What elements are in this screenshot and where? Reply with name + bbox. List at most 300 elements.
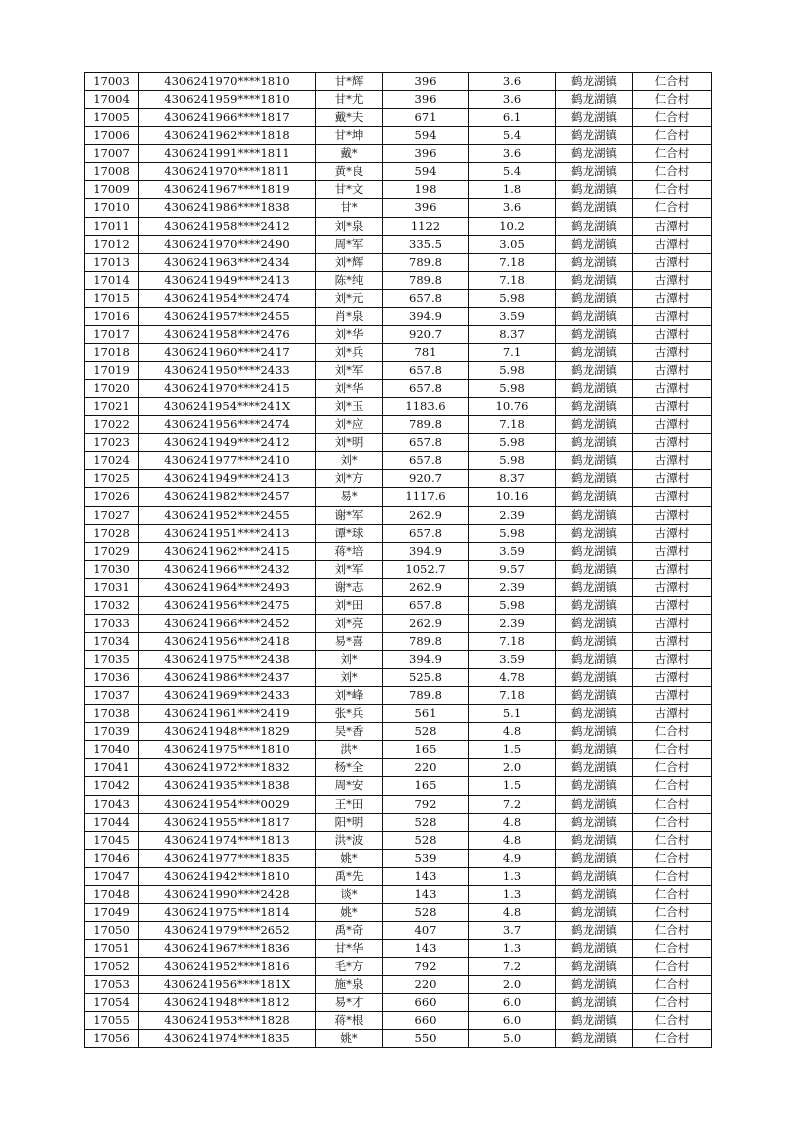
amount-cell: 143 — [383, 885, 469, 903]
town-cell: 鹤龙湖镇 — [556, 903, 633, 921]
id-number-cell: 4306241962****1818 — [139, 127, 316, 145]
name-cell: 肖*泉 — [316, 307, 383, 325]
amount-cell: 657.8 — [383, 289, 469, 307]
id-number-cell: 4306241952****1816 — [139, 958, 316, 976]
table-row — [85, 488, 712, 506]
amount-cell: 143 — [383, 867, 469, 885]
town-cell: 鹤龙湖镇 — [556, 470, 633, 488]
amount-cell: 394.9 — [383, 542, 469, 560]
table-row — [85, 343, 712, 361]
town-cell: 鹤龙湖镇 — [556, 73, 633, 91]
area-cell: 5.98 — [469, 524, 556, 542]
village-cell: 古潭村 — [633, 506, 712, 524]
row-number-cell: 17009 — [85, 181, 139, 199]
area-cell: 7.1 — [469, 343, 556, 361]
name-cell: 谢*志 — [316, 578, 383, 596]
town-cell: 鹤龙湖镇 — [556, 560, 633, 578]
area-cell: 3.7 — [469, 921, 556, 939]
table-row — [85, 651, 712, 669]
area-cell: 7.18 — [469, 416, 556, 434]
row-number-cell: 17022 — [85, 416, 139, 434]
row-number-cell: 17013 — [85, 253, 139, 271]
village-cell: 古潭村 — [633, 253, 712, 271]
table-row — [85, 994, 712, 1012]
area-cell: 5.0 — [469, 1030, 556, 1048]
village-cell: 古潭村 — [633, 362, 712, 380]
amount-cell: 262.9 — [383, 506, 469, 524]
village-cell: 仁合村 — [633, 958, 712, 976]
row-number-cell: 17004 — [85, 91, 139, 109]
village-cell: 仁合村 — [633, 759, 712, 777]
amount-cell: 143 — [383, 940, 469, 958]
village-cell: 古潭村 — [633, 289, 712, 307]
row-number-cell: 17042 — [85, 777, 139, 795]
town-cell: 鹤龙湖镇 — [556, 994, 633, 1012]
amount-cell: 657.8 — [383, 380, 469, 398]
row-number-cell: 17006 — [85, 127, 139, 145]
table-row — [85, 849, 712, 867]
name-cell: 甘*坤 — [316, 127, 383, 145]
name-cell: 毛*方 — [316, 958, 383, 976]
name-cell: 黄*良 — [316, 163, 383, 181]
table-row — [85, 705, 712, 723]
town-cell: 鹤龙湖镇 — [556, 199, 633, 217]
area-cell: 5.4 — [469, 127, 556, 145]
area-cell: 1.5 — [469, 741, 556, 759]
town-cell: 鹤龙湖镇 — [556, 705, 633, 723]
area-cell: 6.0 — [469, 994, 556, 1012]
amount-cell: 660 — [383, 994, 469, 1012]
village-cell: 仁合村 — [633, 994, 712, 1012]
town-cell: 鹤龙湖镇 — [556, 127, 633, 145]
row-number-cell: 17055 — [85, 1012, 139, 1030]
town-cell: 鹤龙湖镇 — [556, 940, 633, 958]
amount-cell: 781 — [383, 343, 469, 361]
id-number-cell: 4306241970****1811 — [139, 163, 316, 181]
village-cell: 仁合村 — [633, 723, 712, 741]
table-row — [85, 325, 712, 343]
row-number-cell: 17023 — [85, 434, 139, 452]
row-number-cell: 17041 — [85, 759, 139, 777]
town-cell: 鹤龙湖镇 — [556, 181, 633, 199]
area-cell: 5.4 — [469, 163, 556, 181]
name-cell: 刘* — [316, 651, 383, 669]
area-cell: 3.59 — [469, 542, 556, 560]
row-number-cell: 17026 — [85, 488, 139, 506]
village-cell: 仁合村 — [633, 867, 712, 885]
village-cell: 仁合村 — [633, 885, 712, 903]
name-cell: 禹*先 — [316, 867, 383, 885]
area-cell: 2.0 — [469, 759, 556, 777]
town-cell: 鹤龙湖镇 — [556, 91, 633, 109]
area-cell: 4.9 — [469, 849, 556, 867]
name-cell: 谈* — [316, 885, 383, 903]
village-cell: 古潭村 — [633, 560, 712, 578]
area-cell: 5.98 — [469, 289, 556, 307]
id-number-cell: 4306241958****2476 — [139, 325, 316, 343]
area-cell: 4.8 — [469, 723, 556, 741]
id-number-cell: 4306241955****1817 — [139, 813, 316, 831]
table-row — [85, 1012, 712, 1030]
amount-cell: 594 — [383, 127, 469, 145]
id-number-cell: 4306241966****2432 — [139, 560, 316, 578]
town-cell: 鹤龙湖镇 — [556, 380, 633, 398]
amount-cell: 165 — [383, 741, 469, 759]
id-number-cell: 4306241949****2412 — [139, 434, 316, 452]
name-cell: 杨*全 — [316, 759, 383, 777]
row-number-cell: 17007 — [85, 145, 139, 163]
amount-cell: 594 — [383, 163, 469, 181]
row-number-cell: 17018 — [85, 343, 139, 361]
village-cell: 仁合村 — [633, 199, 712, 217]
id-number-cell: 4306241977****1835 — [139, 849, 316, 867]
id-number-cell: 4306241966****2452 — [139, 614, 316, 632]
area-cell: 5.98 — [469, 380, 556, 398]
row-number-cell: 17037 — [85, 687, 139, 705]
name-cell: 吴*香 — [316, 723, 383, 741]
table-row — [85, 253, 712, 271]
row-number-cell: 17053 — [85, 976, 139, 994]
area-cell: 3.59 — [469, 651, 556, 669]
row-number-cell: 17048 — [85, 885, 139, 903]
village-cell: 仁合村 — [633, 145, 712, 163]
village-cell: 古潭村 — [633, 705, 712, 723]
id-number-cell: 4306241956****2475 — [139, 596, 316, 614]
table-row — [85, 578, 712, 596]
table-row — [85, 777, 712, 795]
table-row — [85, 921, 712, 939]
row-number-cell: 17043 — [85, 795, 139, 813]
row-number-cell: 17047 — [85, 867, 139, 885]
id-number-cell: 4306241954****0029 — [139, 795, 316, 813]
amount-cell: 220 — [383, 759, 469, 777]
id-number-cell: 4306241990****2428 — [139, 885, 316, 903]
town-cell: 鹤龙湖镇 — [556, 578, 633, 596]
subsidy-table — [84, 72, 712, 1048]
table-row — [85, 813, 712, 831]
row-number-cell: 17024 — [85, 452, 139, 470]
table-row — [85, 109, 712, 127]
name-cell: 姚* — [316, 849, 383, 867]
row-number-cell: 17056 — [85, 1030, 139, 1048]
name-cell: 甘*华 — [316, 940, 383, 958]
table-row — [85, 235, 712, 253]
table-row — [85, 976, 712, 994]
name-cell: 禹*奇 — [316, 921, 383, 939]
table-row — [85, 940, 712, 958]
town-cell: 鹤龙湖镇 — [556, 145, 633, 163]
id-number-cell: 4306241954****241X — [139, 398, 316, 416]
amount-cell: 792 — [383, 795, 469, 813]
id-number-cell: 4306241942****1810 — [139, 867, 316, 885]
town-cell: 鹤龙湖镇 — [556, 434, 633, 452]
name-cell: 甘*文 — [316, 181, 383, 199]
area-cell: 2.0 — [469, 976, 556, 994]
area-cell: 10.16 — [469, 488, 556, 506]
village-cell: 古潭村 — [633, 614, 712, 632]
village-cell: 仁合村 — [633, 921, 712, 939]
village-cell: 仁合村 — [633, 976, 712, 994]
town-cell: 鹤龙湖镇 — [556, 235, 633, 253]
amount-cell: 1117.6 — [383, 488, 469, 506]
amount-cell: 1183.6 — [383, 398, 469, 416]
amount-cell: 1122 — [383, 217, 469, 235]
row-number-cell: 17034 — [85, 632, 139, 650]
amount-cell: 789.8 — [383, 687, 469, 705]
village-cell: 仁合村 — [633, 849, 712, 867]
id-number-cell: 4306241951****2413 — [139, 524, 316, 542]
amount-cell: 539 — [383, 849, 469, 867]
area-cell: 8.37 — [469, 325, 556, 343]
table-row — [85, 741, 712, 759]
table-row — [85, 560, 712, 578]
town-cell: 鹤龙湖镇 — [556, 325, 633, 343]
row-number-cell: 17027 — [85, 506, 139, 524]
id-number-cell: 4306241969****2433 — [139, 687, 316, 705]
amount-cell: 165 — [383, 777, 469, 795]
area-cell: 3.6 — [469, 199, 556, 217]
amount-cell: 1052.7 — [383, 560, 469, 578]
row-number-cell: 17020 — [85, 380, 139, 398]
id-number-cell: 4306241935****1838 — [139, 777, 316, 795]
name-cell: 刘*峰 — [316, 687, 383, 705]
village-cell: 古潭村 — [633, 524, 712, 542]
row-number-cell: 17049 — [85, 903, 139, 921]
town-cell: 鹤龙湖镇 — [556, 614, 633, 632]
name-cell: 洪* — [316, 741, 383, 759]
amount-cell: 528 — [383, 723, 469, 741]
name-cell: 谢*军 — [316, 506, 383, 524]
table-row — [85, 398, 712, 416]
town-cell: 鹤龙湖镇 — [556, 596, 633, 614]
village-cell: 仁合村 — [633, 91, 712, 109]
id-number-cell: 4306241956****181X — [139, 976, 316, 994]
name-cell: 刘*军 — [316, 362, 383, 380]
town-cell: 鹤龙湖镇 — [556, 777, 633, 795]
name-cell: 刘*明 — [316, 434, 383, 452]
row-number-cell: 17012 — [85, 235, 139, 253]
village-cell: 古潭村 — [633, 687, 712, 705]
table-row — [85, 127, 712, 145]
town-cell: 鹤龙湖镇 — [556, 542, 633, 560]
name-cell: 刘*泉 — [316, 217, 383, 235]
name-cell: 刘*应 — [316, 416, 383, 434]
area-cell: 7.2 — [469, 958, 556, 976]
id-number-cell: 4306241960****2417 — [139, 343, 316, 361]
amount-cell: 660 — [383, 1012, 469, 1030]
id-number-cell: 4306241975****2438 — [139, 651, 316, 669]
area-cell: 7.18 — [469, 271, 556, 289]
name-cell: 张*兵 — [316, 705, 383, 723]
village-cell: 古潭村 — [633, 325, 712, 343]
area-cell: 3.6 — [469, 73, 556, 91]
id-number-cell: 4306241982****2457 — [139, 488, 316, 506]
town-cell: 鹤龙湖镇 — [556, 651, 633, 669]
name-cell: 易*喜 — [316, 632, 383, 650]
table-body — [85, 73, 712, 1048]
name-cell: 易*才 — [316, 994, 383, 1012]
name-cell: 甘*辉 — [316, 73, 383, 91]
amount-cell: 561 — [383, 705, 469, 723]
town-cell: 鹤龙湖镇 — [556, 109, 633, 127]
town-cell: 鹤龙湖镇 — [556, 976, 633, 994]
table-row — [85, 452, 712, 470]
row-number-cell: 17014 — [85, 271, 139, 289]
village-cell: 古潭村 — [633, 416, 712, 434]
row-number-cell: 17028 — [85, 524, 139, 542]
town-cell: 鹤龙湖镇 — [556, 669, 633, 687]
table-row — [85, 524, 712, 542]
area-cell: 2.39 — [469, 506, 556, 524]
id-number-cell: 4306241970****1810 — [139, 73, 316, 91]
id-number-cell: 4306241967****1836 — [139, 940, 316, 958]
id-number-cell: 4306241953****1828 — [139, 1012, 316, 1030]
village-cell: 仁合村 — [633, 109, 712, 127]
table-row — [85, 795, 712, 813]
town-cell: 鹤龙湖镇 — [556, 921, 633, 939]
row-number-cell: 17030 — [85, 560, 139, 578]
table-row — [85, 903, 712, 921]
row-number-cell: 17035 — [85, 651, 139, 669]
id-number-cell: 4306241956****2418 — [139, 632, 316, 650]
id-number-cell: 4306241972****1832 — [139, 759, 316, 777]
id-number-cell: 4306241950****2433 — [139, 362, 316, 380]
area-cell: 9.57 — [469, 560, 556, 578]
id-number-cell: 4306241948****1829 — [139, 723, 316, 741]
town-cell: 鹤龙湖镇 — [556, 759, 633, 777]
area-cell: 4.78 — [469, 669, 556, 687]
id-number-cell: 4306241986****2437 — [139, 669, 316, 687]
area-cell: 1.5 — [469, 777, 556, 795]
village-cell: 古潭村 — [633, 398, 712, 416]
row-number-cell: 17016 — [85, 307, 139, 325]
area-cell: 5.98 — [469, 596, 556, 614]
amount-cell: 396 — [383, 199, 469, 217]
table-row — [85, 687, 712, 705]
amount-cell: 920.7 — [383, 470, 469, 488]
town-cell: 鹤龙湖镇 — [556, 632, 633, 650]
name-cell: 周*军 — [316, 235, 383, 253]
amount-cell: 396 — [383, 73, 469, 91]
row-number-cell: 17052 — [85, 958, 139, 976]
amount-cell: 671 — [383, 109, 469, 127]
village-cell: 古潭村 — [633, 542, 712, 560]
amount-cell: 220 — [383, 976, 469, 994]
name-cell: 刘*兵 — [316, 343, 383, 361]
town-cell: 鹤龙湖镇 — [556, 1012, 633, 1030]
village-cell: 仁合村 — [633, 181, 712, 199]
area-cell: 3.05 — [469, 235, 556, 253]
village-cell: 古潭村 — [633, 470, 712, 488]
row-number-cell: 17044 — [85, 813, 139, 831]
amount-cell: 920.7 — [383, 325, 469, 343]
id-number-cell: 4306241957****2455 — [139, 307, 316, 325]
village-cell: 古潭村 — [633, 669, 712, 687]
table-row — [85, 289, 712, 307]
amount-cell: 789.8 — [383, 632, 469, 650]
village-cell: 古潭村 — [633, 307, 712, 325]
table-row — [85, 596, 712, 614]
row-number-cell: 17033 — [85, 614, 139, 632]
town-cell: 鹤龙湖镇 — [556, 488, 633, 506]
village-cell: 仁合村 — [633, 741, 712, 759]
amount-cell: 528 — [383, 831, 469, 849]
area-cell: 7.18 — [469, 253, 556, 271]
id-number-cell: 4306241974****1813 — [139, 831, 316, 849]
table-row — [85, 470, 712, 488]
row-number-cell: 17039 — [85, 723, 139, 741]
town-cell: 鹤龙湖镇 — [556, 217, 633, 235]
town-cell: 鹤龙湖镇 — [556, 831, 633, 849]
village-cell: 仁合村 — [633, 1030, 712, 1048]
area-cell: 2.39 — [469, 614, 556, 632]
id-number-cell: 4306241963****2434 — [139, 253, 316, 271]
id-number-cell: 4306241986****1838 — [139, 199, 316, 217]
row-number-cell: 17031 — [85, 578, 139, 596]
row-number-cell: 17010 — [85, 199, 139, 217]
name-cell: 王*田 — [316, 795, 383, 813]
town-cell: 鹤龙湖镇 — [556, 253, 633, 271]
name-cell: 谭*球 — [316, 524, 383, 542]
town-cell: 鹤龙湖镇 — [556, 795, 633, 813]
town-cell: 鹤龙湖镇 — [556, 343, 633, 361]
amount-cell: 335.5 — [383, 235, 469, 253]
town-cell: 鹤龙湖镇 — [556, 849, 633, 867]
id-number-cell: 4306241970****2415 — [139, 380, 316, 398]
area-cell: 1.3 — [469, 867, 556, 885]
row-number-cell: 17051 — [85, 940, 139, 958]
row-number-cell: 17025 — [85, 470, 139, 488]
row-number-cell: 17050 — [85, 921, 139, 939]
table-row — [85, 271, 712, 289]
area-cell: 3.59 — [469, 307, 556, 325]
name-cell: 周*安 — [316, 777, 383, 795]
village-cell: 仁合村 — [633, 1012, 712, 1030]
table-row — [85, 831, 712, 849]
table-row — [85, 1030, 712, 1048]
area-cell: 8.37 — [469, 470, 556, 488]
table-row — [85, 958, 712, 976]
town-cell: 鹤龙湖镇 — [556, 452, 633, 470]
name-cell: 施*泉 — [316, 976, 383, 994]
id-number-cell: 4306241962****2415 — [139, 542, 316, 560]
village-cell: 古潭村 — [633, 578, 712, 596]
table-row — [85, 506, 712, 524]
name-cell: 刘*玉 — [316, 398, 383, 416]
village-cell: 古潭村 — [633, 217, 712, 235]
village-cell: 仁合村 — [633, 831, 712, 849]
area-cell: 5.98 — [469, 452, 556, 470]
id-number-cell: 4306241952****2455 — [139, 506, 316, 524]
amount-cell: 262.9 — [383, 614, 469, 632]
table-row — [85, 380, 712, 398]
town-cell: 鹤龙湖镇 — [556, 813, 633, 831]
row-number-cell: 17040 — [85, 741, 139, 759]
table-row — [85, 669, 712, 687]
area-cell: 6.1 — [469, 109, 556, 127]
table-row — [85, 217, 712, 235]
town-cell: 鹤龙湖镇 — [556, 271, 633, 289]
amount-cell: 789.8 — [383, 271, 469, 289]
amount-cell: 528 — [383, 903, 469, 921]
amount-cell: 657.8 — [383, 596, 469, 614]
name-cell: 戴* — [316, 145, 383, 163]
town-cell: 鹤龙湖镇 — [556, 289, 633, 307]
name-cell: 刘*军 — [316, 560, 383, 578]
name-cell: 戴*夫 — [316, 109, 383, 127]
row-number-cell: 17038 — [85, 705, 139, 723]
village-cell: 仁合村 — [633, 163, 712, 181]
